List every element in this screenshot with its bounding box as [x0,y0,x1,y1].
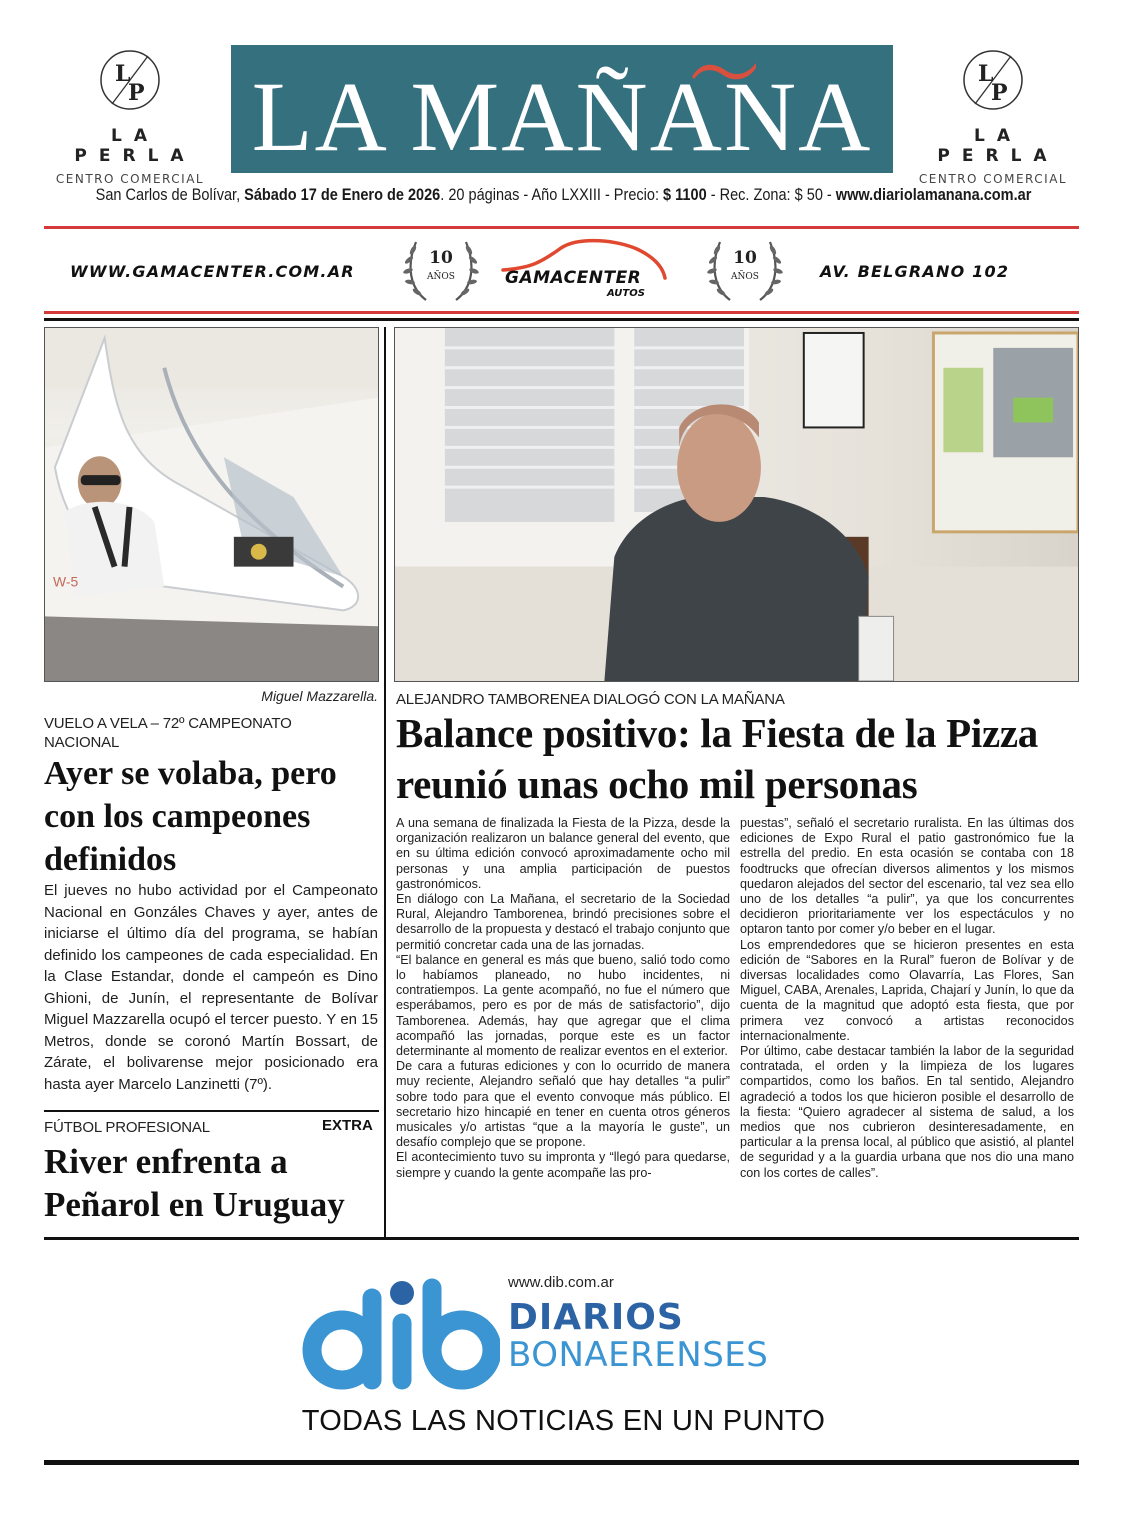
paragraph: puestas”, señaló el secretario ruralista. En las últimas dos ediciones de Expo Rural el patio gastronómico fue la estrella del predio. En esta ocasión se contaba con 18 foodtrucks que ofrecían diversos alimentos y los mismos quedaron alejados del sector del escenario, tal vez sea ello uno de los detalles “a pulir”, ya que los concurrentes decidieron prioritariamente ver los espectáculos y no optaron tanto por comer y/o beber en el lugar. [740,816,1074,937]
anniversary-number: 10 [429,248,453,268]
anniversary-label: AÑOS [427,272,455,282]
la-perla-subtitle: CENTRO COMERCIAL [918,172,1068,186]
la-perla-logo-left [40,48,220,186]
la-perla-subtitle: CENTRO COMERCIAL [55,172,205,186]
newspaper-masthead [231,45,893,173]
la-perla-name: LA PERLA [937,126,1059,166]
paragraph: Los emprendedores que se hicieron presentes en esta edición de “Sabores en la Rural” fueron de Bolívar y de diversas localidades como Olavarría, Las Flores, San Miguel, CABA, Arenales, Laprida, Chajarí y Junín, lo que da cuenta de la magnitud que adoptó esta fiesta, que por primera vez convocó a artistas reconocidos internacionalmente. [740,937,1074,1043]
dateline-zone: - Rec. Zona: $ 50 - [710,186,832,204]
newspaper-title: LA MAÑANA [251,61,873,172]
extra-badge: EXTRA [322,1117,373,1134]
gamacenter-sub: AUTOS [607,288,645,299]
paragraph: En diálogo con La Mañana, el secretario de la Sociedad Rural, Alejandro Tamborenea, brindó precisiones sobre el desarrollo de la propuesta y destacó el trabajo conjunto que permitió concretar cada una de las jornadas. [396,892,730,952]
divider-black [44,1110,379,1112]
gamacenter-address: AV. BELGRANO 102 [820,262,1010,281]
lp-monogram-icon [98,48,162,112]
dateline-price: $ 1100 [663,186,707,204]
svg-text:W-5: W-5 [52,573,79,590]
paragraph: Por último, cabe destacar también la labor de la seguridad contratada, el orden y la limpieza de los lugares compartidos, como los baños. En tal sentido, Alejandro agradeció a todos los que hicieron posible el desarrollo de la fiesta: “Quiero agradecer al sistema de salud, a los medios que nos cubrieron desinteresadamente, en particular a la prensa local, al público que asistió, al plantel de seguridad y a la guardia urbana que nos dio una mano con los cortes de calles”. [740,1044,1074,1180]
divider-black [44,1237,1079,1240]
glider-pilot-photo [44,327,379,682]
paragraph: “El balance en general es más que bueno, salió todo como lo habíamos planeado, no hubo incidentes, ni contratiempos. La gente acompañó, no fue el número que esperábamos, pero es por de más de satisfactorio”, dijo Tamborenea. Además, hay que agregar que el clima acompañó las jornadas, porque este es un factor determinante al momento de realizar eventos en el exterior. [396,952,730,1059]
laurel-wreath-icon [396,236,486,304]
gamacenter-brand: GAMACENTER [505,268,642,288]
divider-red [44,311,1079,314]
gamacenter-website[interactable]: WWW.GAMACENTER.COM.AR [70,262,355,281]
gamacenter-logo [499,238,679,306]
la-perla-name: LA PERLA [74,126,196,166]
svg-text:P: P [128,80,145,106]
lp-monogram-icon [961,48,1025,112]
svg-text:L: L [978,61,994,87]
paragraph: A una semana de finalizada la Fiesta de la Pizza, desde la organización realizaron un balance general del evento, que en su última edición convocó aproximadamente ocho mil personas y una amplia participación de puestos gastronómicos. [396,816,730,891]
tamborenea-portrait-photo [394,327,1079,682]
anniversary-label: AÑOS [731,272,759,282]
svg-text:L: L [115,61,131,87]
dib-url[interactable]: www.dib.com.ar [508,1274,614,1291]
dib-logo-icon [300,1268,500,1398]
dib-name-line1: DIARIOS [508,1297,684,1338]
left-story-body: El jueves no hubo actividad por el Campeonato Nacional en Gonzáles Chaves y ayer, antes de iniciarse el último día del programa, se habían definido los campeones de cada especialidad. En la Clase Estandar, donde el campeón es Dino Ghioni, de Junín, el representante de Bolívar Miguel Mazzarella ocupó el tercer puesto. Y en 15 Metros, donde se coronó Martín Bossart, de Zárate, el bolivarense mejor posicionado era hasta ayer Marcelo Lanzinetti (7º). [44,882,378,1093]
dateline [68,186,1060,205]
divider-red [44,226,1079,229]
paragraph: De cara a futuras ediciones y con lo ocurrido de manera muy reciente, Alejandro señaló que hay detalles “a pulir” sobre todo para que el evento convoque más público. El secretario hizo hincapié en tener en cuenta otros géneros musicales y/o artistas “que a la mayoría le guste”, un desafío complejo que se propone. [396,1059,730,1150]
gamacenter-banner [44,232,1079,310]
svg-text:P: P [991,80,1008,106]
left-story-headline[interactable]: Ayer se volaba, pero con los campeones definidos [44,755,337,878]
football-kicker: FÚTBOL PROFESIONAL [44,1119,210,1136]
dib-tagline: TODAS LAS NOTICIAS EN UN PUNTO [301,1405,826,1437]
main-story-column-1 [396,816,730,1181]
dateline-date: Sábado 17 de Enero de 2026 [244,186,441,204]
paragraph: El acontecimiento tuvo su impronta y “llegó para quedarse, siempre y cuando la gente acompañe las pro- [396,1150,730,1180]
la-perla-logo-right [903,48,1083,186]
main-story-column-2 [740,816,1074,1181]
photo-caption: Miguel Mazzarella. [261,688,378,704]
left-story-kicker: VUELO A VELA – 72º CAMPEONATO NACIONAL [44,715,292,751]
main-story-headline[interactable]: Balance positivo: la Fiesta de la Pizza reunió unas ocho mil personas [396,710,1038,807]
dateline-website[interactable]: www.diariolamanana.com.ar [835,186,1032,204]
dib-name-line2: BONAERENSES [508,1335,769,1375]
dateline-pages: . 20 páginas - Año LXXIII - Precio: [440,186,660,204]
laurel-wreath-icon [700,236,790,304]
football-headline[interactable]: River enfrenta a Peñarol en Uruguay [44,1142,345,1224]
column-divider [384,327,386,1237]
dateline-city: San Carlos de Bolívar, [95,186,241,204]
anniversary-number: 10 [733,248,757,268]
main-story-kicker: ALEJANDRO TAMBORENEA DIALOGÓ CON LA MAÑANA [396,691,785,708]
dib-advertisement[interactable] [300,1268,860,1398]
divider-black [44,318,1079,321]
divider-black [44,1460,1079,1465]
